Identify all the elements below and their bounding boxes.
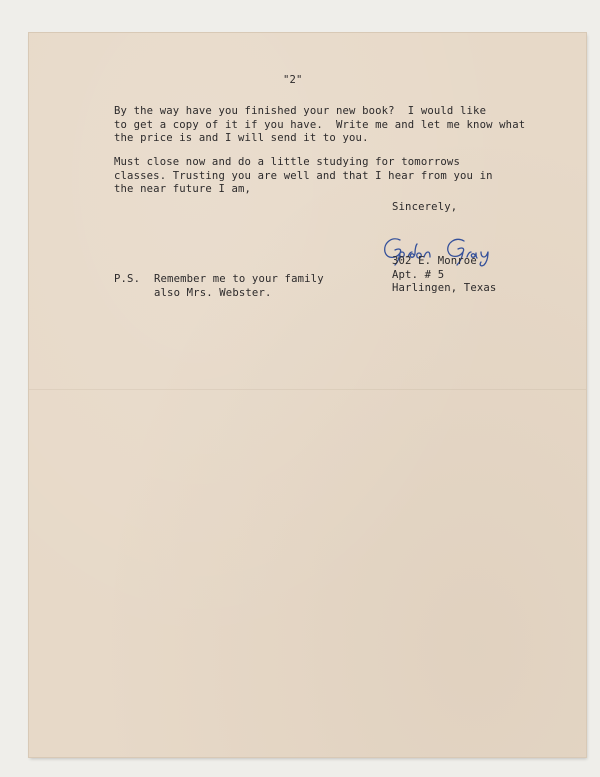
letter-page <box>29 33 586 757</box>
page-fold-line <box>29 389 586 390</box>
postscript-label: P.S. <box>114 273 141 285</box>
body-paragraph-2-line: the near future I am, <box>114 183 252 195</box>
body-paragraph-2-line: classes. Trusting you are well and that I hear from you in <box>114 169 493 182</box>
body-paragraph-1-line: the price is and I will send it to you. <box>114 132 369 144</box>
body-paragraph-1 <box>114 105 525 146</box>
postscript <box>114 273 324 300</box>
body-paragraph-1-line: to get a copy of it if you have. Write me and let me know what <box>114 118 526 131</box>
postscript-line: Remember me to your family <box>154 273 324 285</box>
body-paragraph-2 <box>114 156 493 197</box>
body-paragraph-1-line: By the way have you finished your new book? I would like <box>114 105 487 117</box>
address-line: Apt. # 5 <box>392 268 445 281</box>
page-number: "2" <box>283 74 303 86</box>
postscript-line: also Mrs. Webster. <box>154 286 272 299</box>
address-line: Harlingen, Texas <box>392 282 497 294</box>
address-line: 302 E. Monroe <box>392 255 477 267</box>
sender-address <box>392 255 496 296</box>
body-paragraph-2-line: Must close now and do a little studying for tomorrows <box>114 156 460 168</box>
closing-salutation: Sincerely, <box>392 201 458 213</box>
